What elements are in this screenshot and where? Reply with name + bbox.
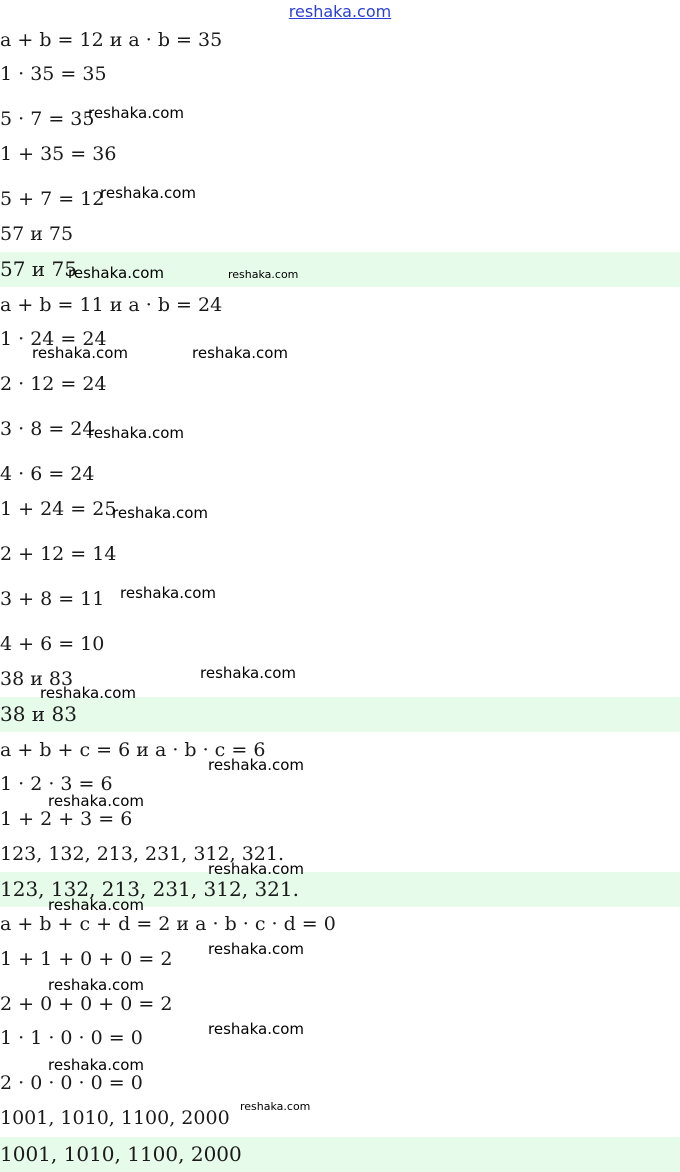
- math-line: 1 + 24 = 25: [0, 498, 117, 520]
- watermark: reshaka.com: [192, 344, 288, 362]
- watermark: reshaka.com: [68, 264, 164, 282]
- watermark: reshaka.com: [88, 424, 184, 442]
- watermark: reshaka.com: [228, 268, 299, 281]
- answer-text: 123, 132, 213, 231, 312, 321.: [0, 877, 299, 901]
- answer-text: 1001, 1010, 1100, 2000: [0, 1142, 242, 1166]
- watermark: reshaka.com: [100, 184, 196, 202]
- watermark: reshaka.com: [32, 344, 128, 362]
- math-line: 4 · 6 = 24: [0, 463, 95, 485]
- watermark: reshaka.com: [88, 104, 184, 122]
- math-line: a + b = 11 и a · b = 24: [0, 294, 223, 316]
- watermark: reshaka.com: [48, 976, 144, 994]
- answer-band: [0, 1137, 680, 1172]
- math-line: 1 + 1 + 0 + 0 = 2: [0, 948, 173, 970]
- math-line: 1 · 1 · 0 · 0 = 0: [0, 1027, 143, 1049]
- math-line: 2 + 0 + 0 + 0 = 2: [0, 993, 173, 1015]
- math-line: a + b + c = 6 и a · b · c = 6: [0, 739, 266, 761]
- math-line: 2 + 12 = 14: [0, 543, 117, 565]
- watermark: reshaka.com: [208, 860, 304, 878]
- math-line: a + b = 12 и a · b = 35: [0, 29, 223, 51]
- answer-text: 57 и 75: [0, 257, 77, 281]
- watermark: reshaka.com: [208, 940, 304, 958]
- math-line: 5 · 7 = 35: [0, 108, 95, 130]
- math-line: 57 и 75: [0, 223, 74, 245]
- math-line: 1 · 35 = 35: [0, 63, 107, 85]
- watermark: reshaka.com: [208, 1020, 304, 1038]
- math-line: a + b + c + d = 2 и a · b · c · d = 0: [0, 913, 336, 935]
- site-link[interactable]: reshaka.com: [288, 2, 392, 21]
- watermark: reshaka.com: [112, 504, 208, 522]
- math-line: 3 + 8 = 11: [0, 588, 105, 610]
- math-line: 123, 132, 213, 231, 312, 321.: [0, 843, 285, 865]
- math-line: 2 · 12 = 24: [0, 373, 107, 395]
- math-line: 1 + 2 + 3 = 6: [0, 808, 133, 830]
- math-line: 1 + 35 = 36: [0, 143, 117, 165]
- answer-band: [0, 697, 680, 732]
- watermark: reshaka.com: [240, 1100, 311, 1113]
- math-line: 2 · 0 · 0 · 0 = 0: [0, 1072, 143, 1094]
- math-line: 1001, 1010, 1100, 2000: [0, 1107, 230, 1129]
- math-line: 38 и 83: [0, 668, 74, 690]
- math-line: 1 · 2 · 3 = 6: [0, 773, 113, 795]
- watermark: reshaka.com: [120, 584, 216, 602]
- answer-text: 38 и 83: [0, 702, 77, 726]
- watermark: reshaka.com: [40, 684, 136, 702]
- watermark: reshaka.com: [48, 896, 144, 914]
- watermark: reshaka.com: [200, 664, 296, 682]
- watermark: reshaka.com: [48, 792, 144, 810]
- math-line: 3 · 8 = 24: [0, 418, 95, 440]
- math-line: 1 · 24 = 24: [0, 328, 107, 350]
- math-line: 4 + 6 = 10: [0, 633, 105, 655]
- watermark: reshaka.com: [48, 1056, 144, 1074]
- math-line: 5 + 7 = 12: [0, 188, 105, 210]
- watermark: reshaka.com: [208, 756, 304, 774]
